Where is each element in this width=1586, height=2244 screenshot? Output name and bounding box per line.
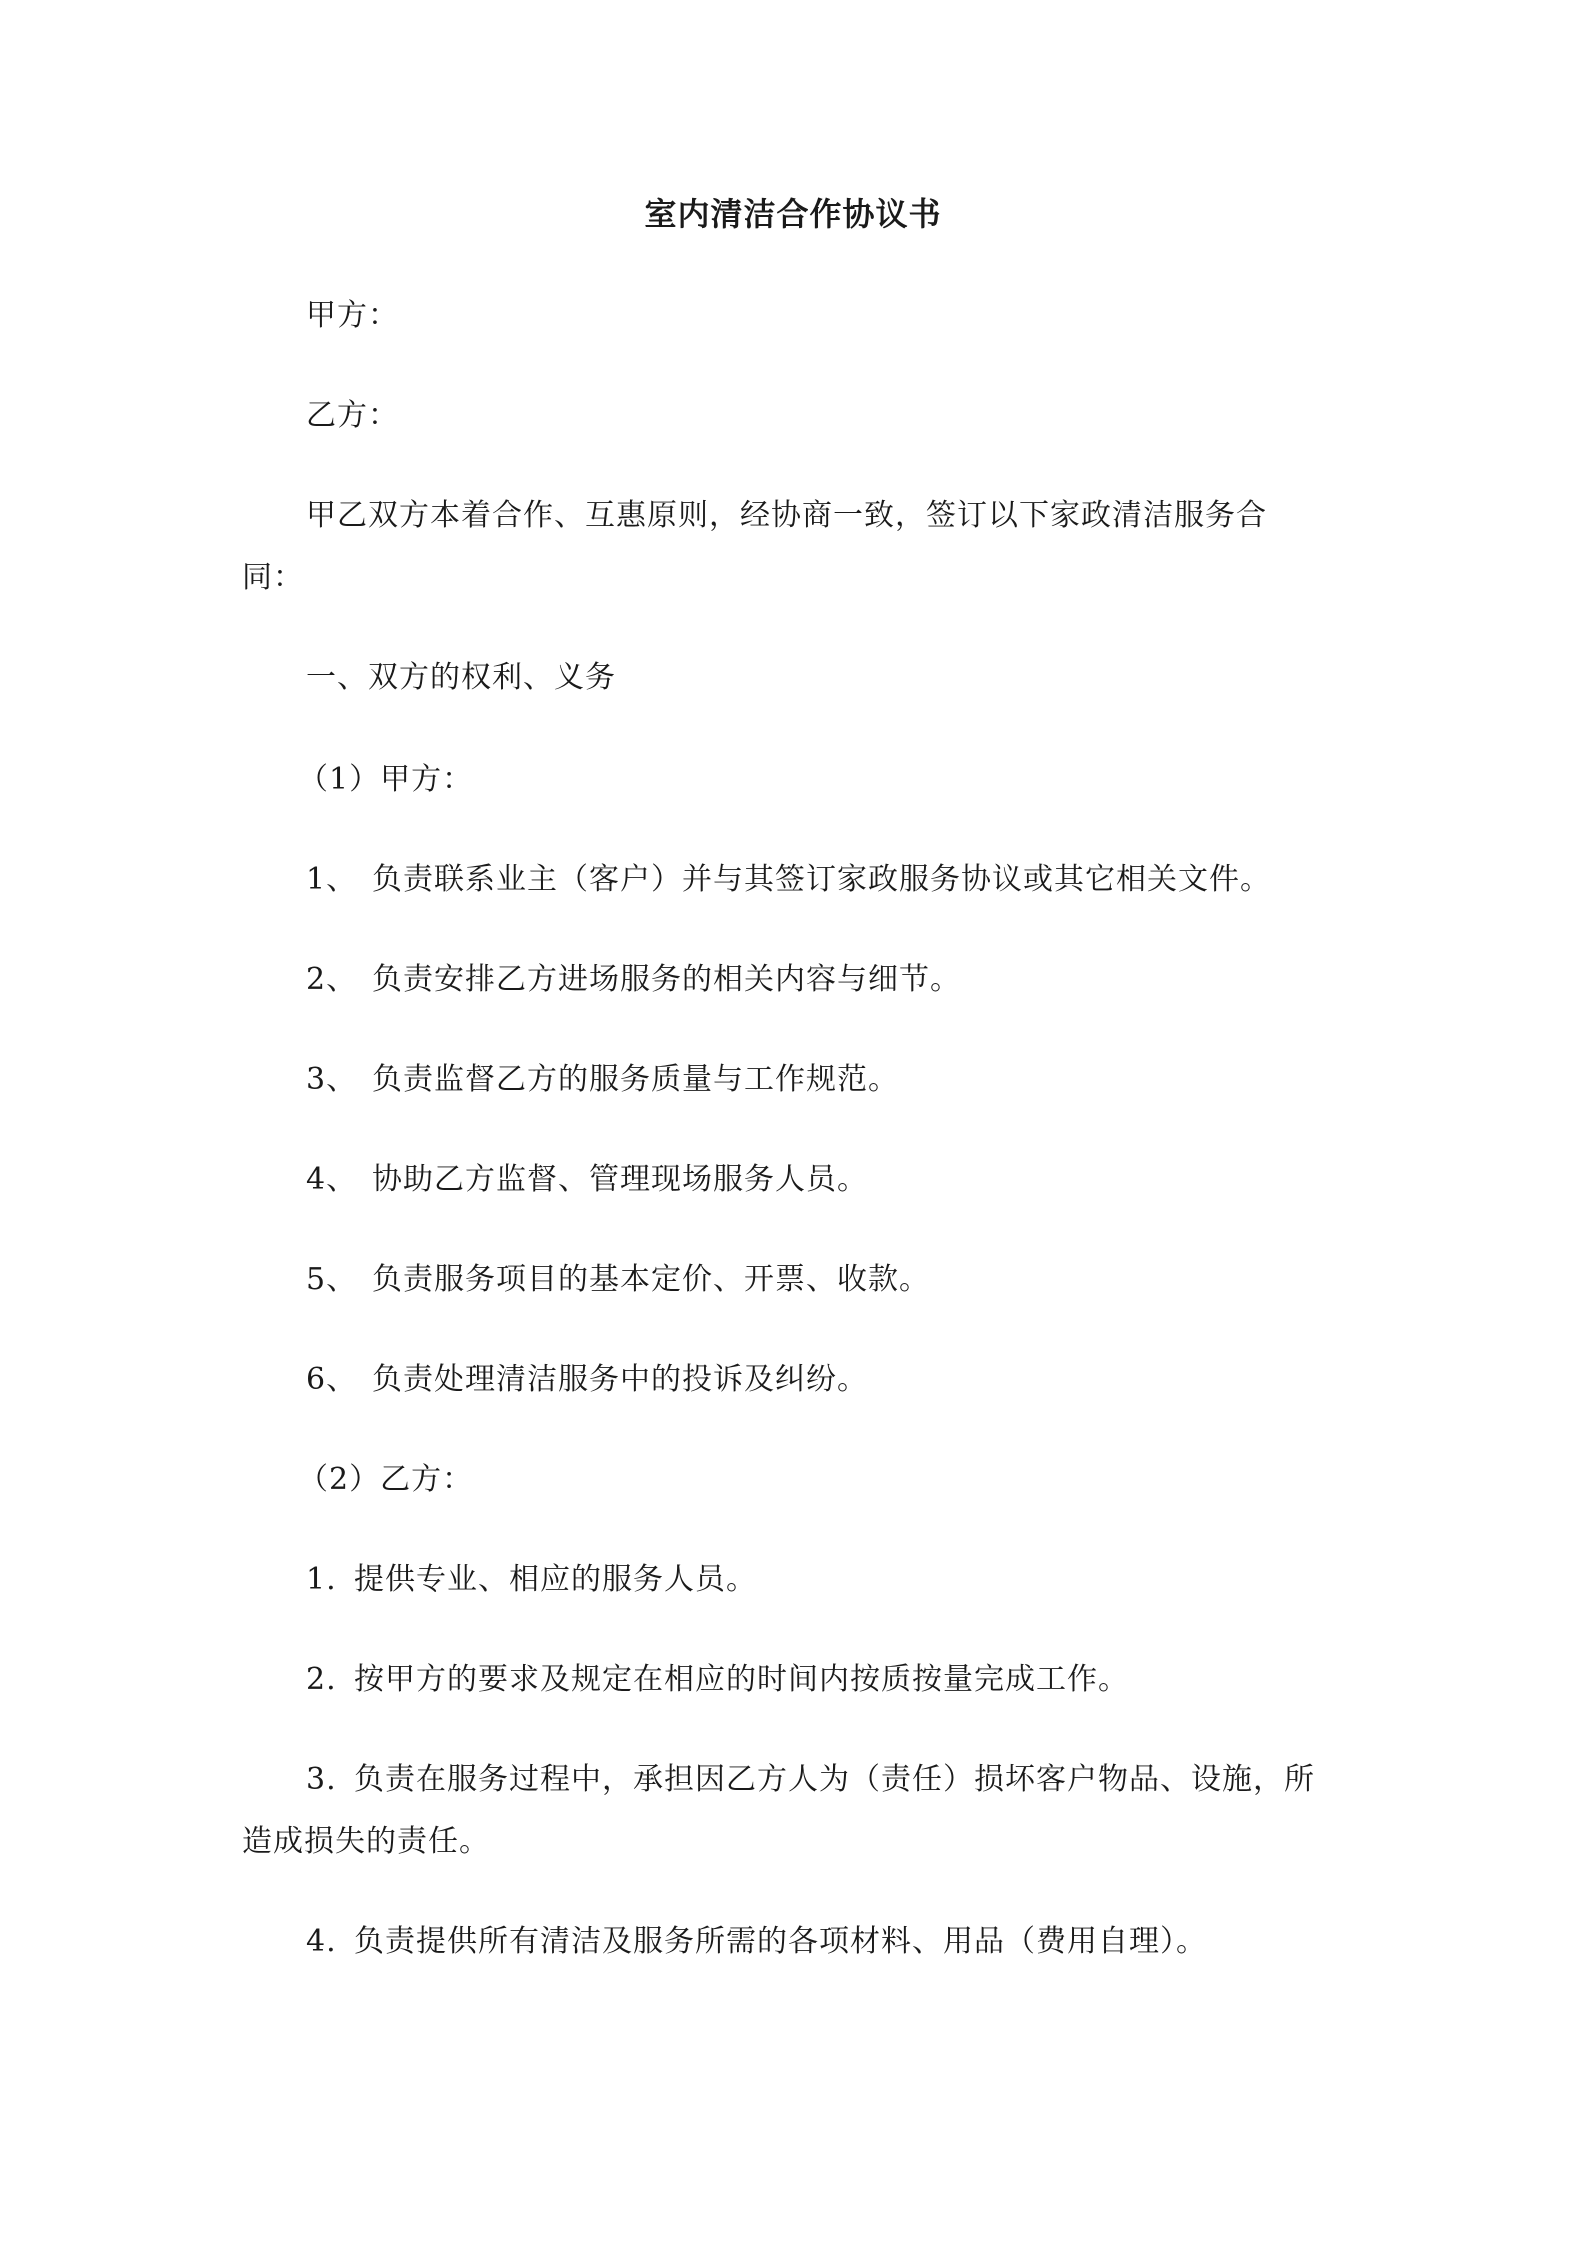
intro-paragraph-line-1: 甲乙双方本着合作、互惠原则，经协商一致，签订以下家政清洁服务合 <box>306 498 1267 533</box>
party-a-item <box>306 852 1271 908</box>
item-text: 负责在服务过程中，承担因乙方人为（责任）损坏客户物品、设施，所 <box>354 1762 1315 1797</box>
party-b-item-continuation: 造成损失的责任。 <box>242 1824 490 1859</box>
section-1-heading: 一、双方的权利、义务 <box>306 660 616 695</box>
item-number: 4. <box>306 1924 337 1959</box>
party-a-subheading: （1）甲方： <box>298 762 474 797</box>
item-number: 2. <box>306 1662 337 1697</box>
item-text: 提供专业、相应的服务人员。 <box>354 1562 757 1597</box>
item-text: 负责联系业主（客户）并与其签订家政服务协议或其它相关文件。 <box>372 862 1271 897</box>
party-a-item <box>306 1052 899 1108</box>
item-text: 负责监督乙方的服务质量与工作规范。 <box>372 1062 899 1097</box>
item-number: 1、 <box>306 862 358 897</box>
item-text: 按甲方的要求及规定在相应的时间内按质按量完成工作。 <box>354 1662 1129 1697</box>
item-number: 3、 <box>306 1062 358 1097</box>
item-number: 4、 <box>306 1162 358 1197</box>
item-number: 5、 <box>306 1262 358 1297</box>
party-b-item <box>306 1552 757 1608</box>
party-a-label: 甲方： <box>306 298 399 333</box>
item-number: 6、 <box>306 1362 358 1397</box>
item-text: 协助乙方监督、管理现场服务人员。 <box>372 1162 868 1197</box>
party-a-item <box>306 952 961 1008</box>
item-number: 3. <box>306 1762 337 1797</box>
intro-paragraph-line-2: 同： <box>242 560 304 595</box>
document-title: 室内清洁合作协议书 <box>644 195 942 233</box>
party-a-item <box>306 1252 930 1308</box>
party-a-item <box>306 1152 868 1208</box>
party-b-item <box>306 1914 1207 1970</box>
item-number: 1. <box>306 1562 337 1597</box>
item-text: 负责服务项目的基本定价、开票、收款。 <box>372 1262 930 1297</box>
party-b-item <box>306 1752 1315 1808</box>
item-text: 负责提供所有清洁及服务所需的各项材料、用品（费用自理）。 <box>354 1924 1207 1959</box>
item-number: 2、 <box>306 962 358 997</box>
item-text: 负责处理清洁服务中的投诉及纠纷。 <box>372 1362 868 1397</box>
party-b-subheading: （2）乙方： <box>298 1462 474 1497</box>
item-text: 负责安排乙方进场服务的相关内容与细节。 <box>372 962 961 997</box>
party-b-item <box>306 1652 1129 1708</box>
party-a-item <box>306 1352 868 1408</box>
party-b-label: 乙方： <box>306 398 399 433</box>
